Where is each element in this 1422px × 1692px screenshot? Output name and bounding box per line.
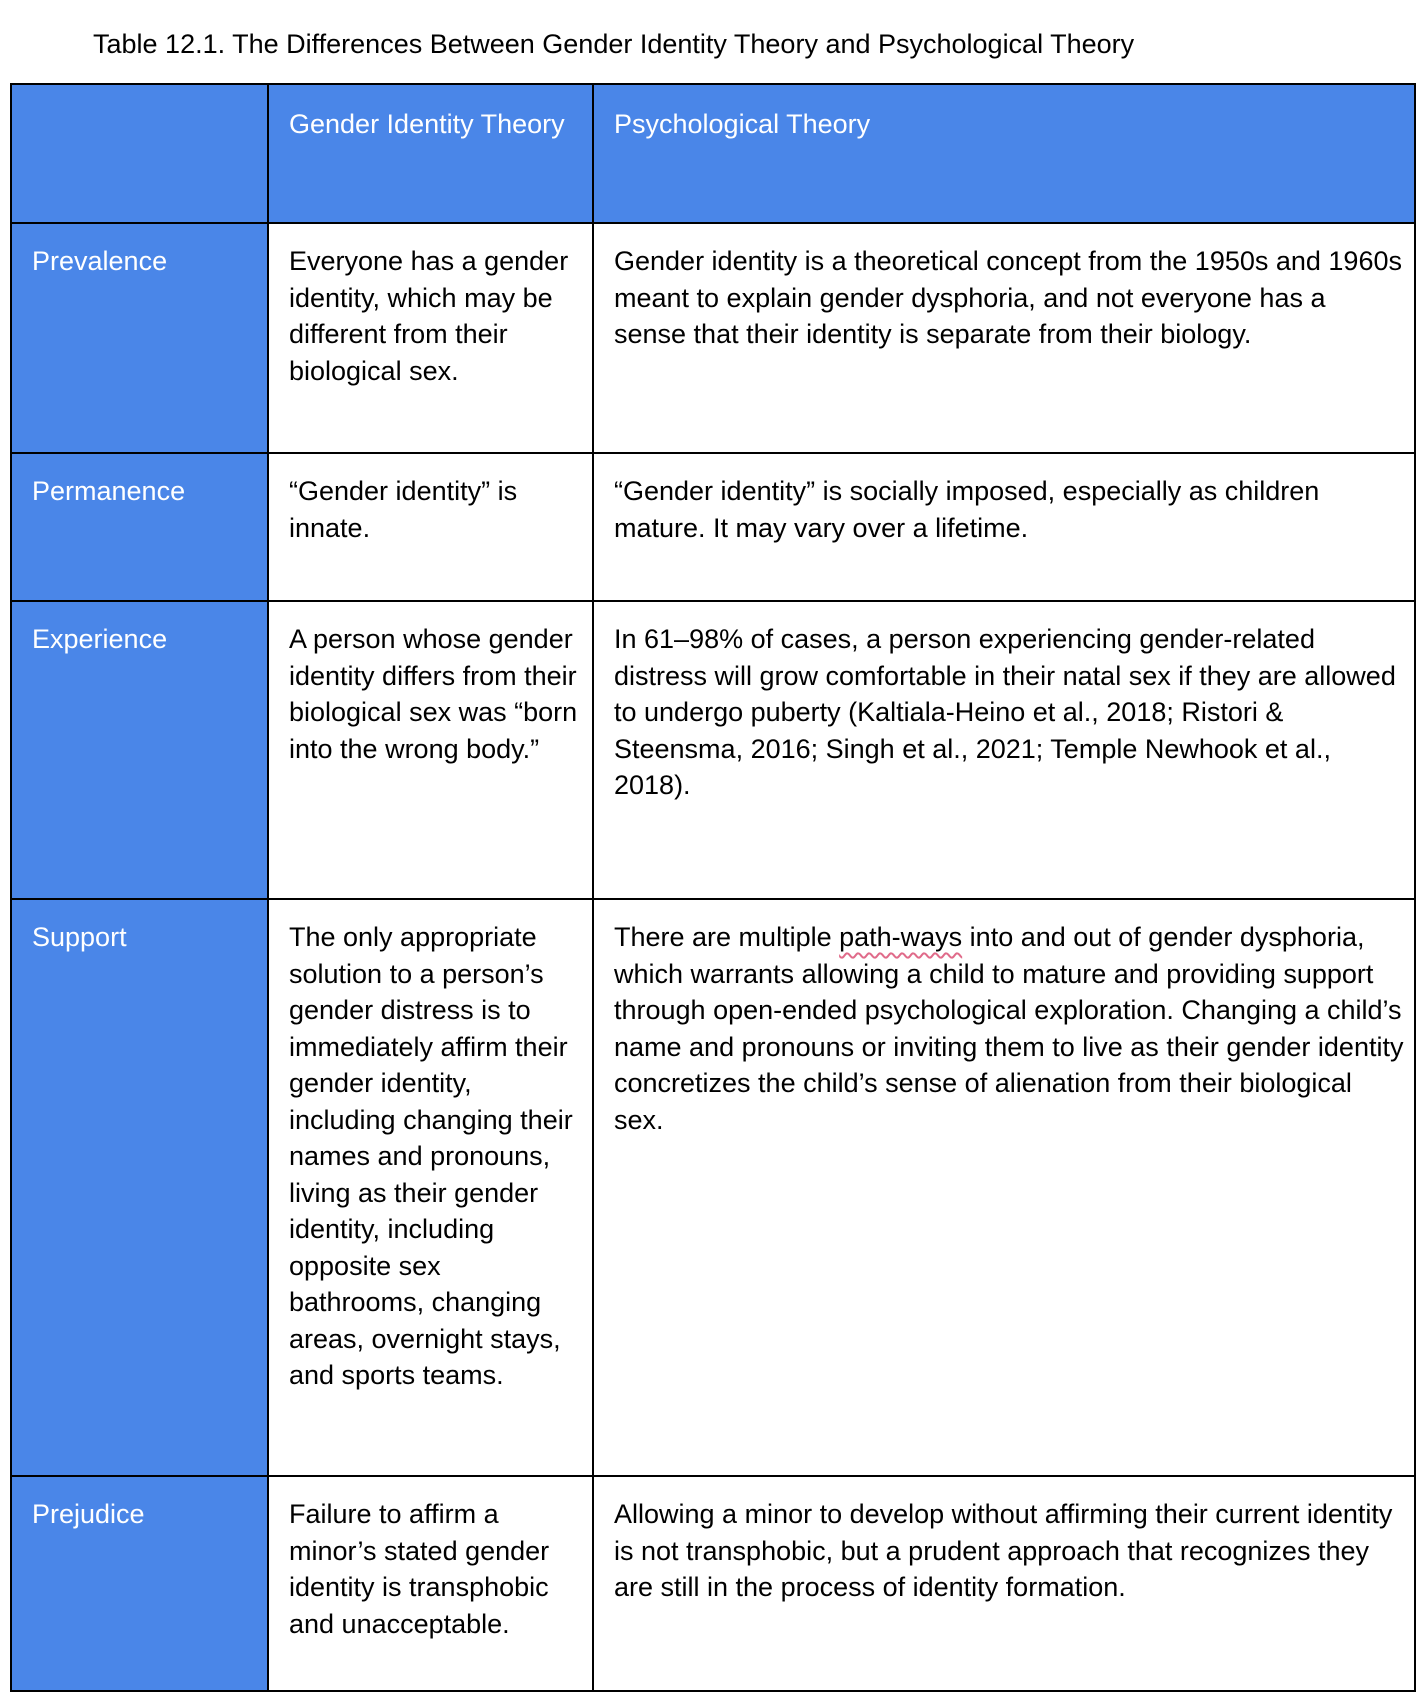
support-text-start: There are multiple xyxy=(614,922,840,952)
table-row-experience xyxy=(11,601,1415,899)
row-label-experience: Experience xyxy=(11,601,268,899)
cell-gender-identity-support: The only appropriate solution to a person’s gender distress is to immediately affirm their gender identity, including changing their names and pronouns, living as their gender identity, including opposite sex bathrooms, changing areas, overnight stays, and sports teams. xyxy=(268,899,593,1476)
spellcheck-flagged-word[interactable]: path-ways xyxy=(839,922,963,952)
table-row-prevalence xyxy=(11,223,1415,453)
cell-gender-identity-permanence: “Gender identity” is innate. xyxy=(268,453,593,601)
header-psychological-theory: Psychological Theory xyxy=(593,84,1415,223)
header-gender-identity-theory: Gender Identity Theory xyxy=(268,84,593,223)
table-header-row xyxy=(11,84,1415,223)
row-label-prejudice: Prejudice xyxy=(11,1476,268,1691)
header-corner-cell xyxy=(11,84,268,223)
cell-psychological-experience: In 61–98% of cases, a person experiencing gender-related distress will grow comfortable in their natal sex if they are allowed to undergo puberty (Kaltiala-Heino et al., 2018; Ristori & Steensma, 2016; Singh et al., 2021; Temple Newhook et al., 2018). xyxy=(593,601,1415,899)
row-label-prevalence: Prevalence xyxy=(11,223,268,453)
cell-psychological-support xyxy=(593,899,1415,1476)
comparison-table xyxy=(10,83,1416,1692)
cell-psychological-prejudice: Allowing a minor to develop without affirming their current identity is not transphobic, but a prudent approach that recognizes they are still in the process of identity formation. xyxy=(593,1476,1415,1691)
table-caption: Table 12.1. The Differences Between Gender Identity Theory and Psychological Theory xyxy=(93,29,1135,59)
support-text-end: into and out of gender dysphoria, which warrants allowing a child to mature and providing support through open-ended psychological exploration. Changing a child’s name and pronouns or inviting them to live as their gender identity concretizes the child’s sense of alienation from their biological sex. xyxy=(614,922,1404,1135)
cell-gender-identity-experience: A person whose gender identity differs from their biological sex was “born into the wrong body.” xyxy=(268,601,593,899)
row-label-support: Support xyxy=(11,899,268,1476)
table-row-prejudice xyxy=(11,1476,1415,1691)
row-label-permanence: Permanence xyxy=(11,453,268,601)
cell-psychological-prevalence: Gender identity is a theoretical concept from the 1950s and 1960s meant to explain gender dysphoria, and not everyone has a sense that their identity is separate from their biology. xyxy=(593,223,1415,453)
table-row-support xyxy=(11,899,1415,1476)
cell-psychological-permanence: “Gender identity” is socially imposed, especially as children mature. It may vary over a lifetime. xyxy=(593,453,1415,601)
cell-gender-identity-prevalence: Everyone has a gender identity, which may be different from their biological sex. xyxy=(268,223,593,453)
cell-gender-identity-prejudice: Failure to affirm a minor’s stated gender identity is transphobic and unacceptable. xyxy=(268,1476,593,1691)
table-row-permanence xyxy=(11,453,1415,601)
